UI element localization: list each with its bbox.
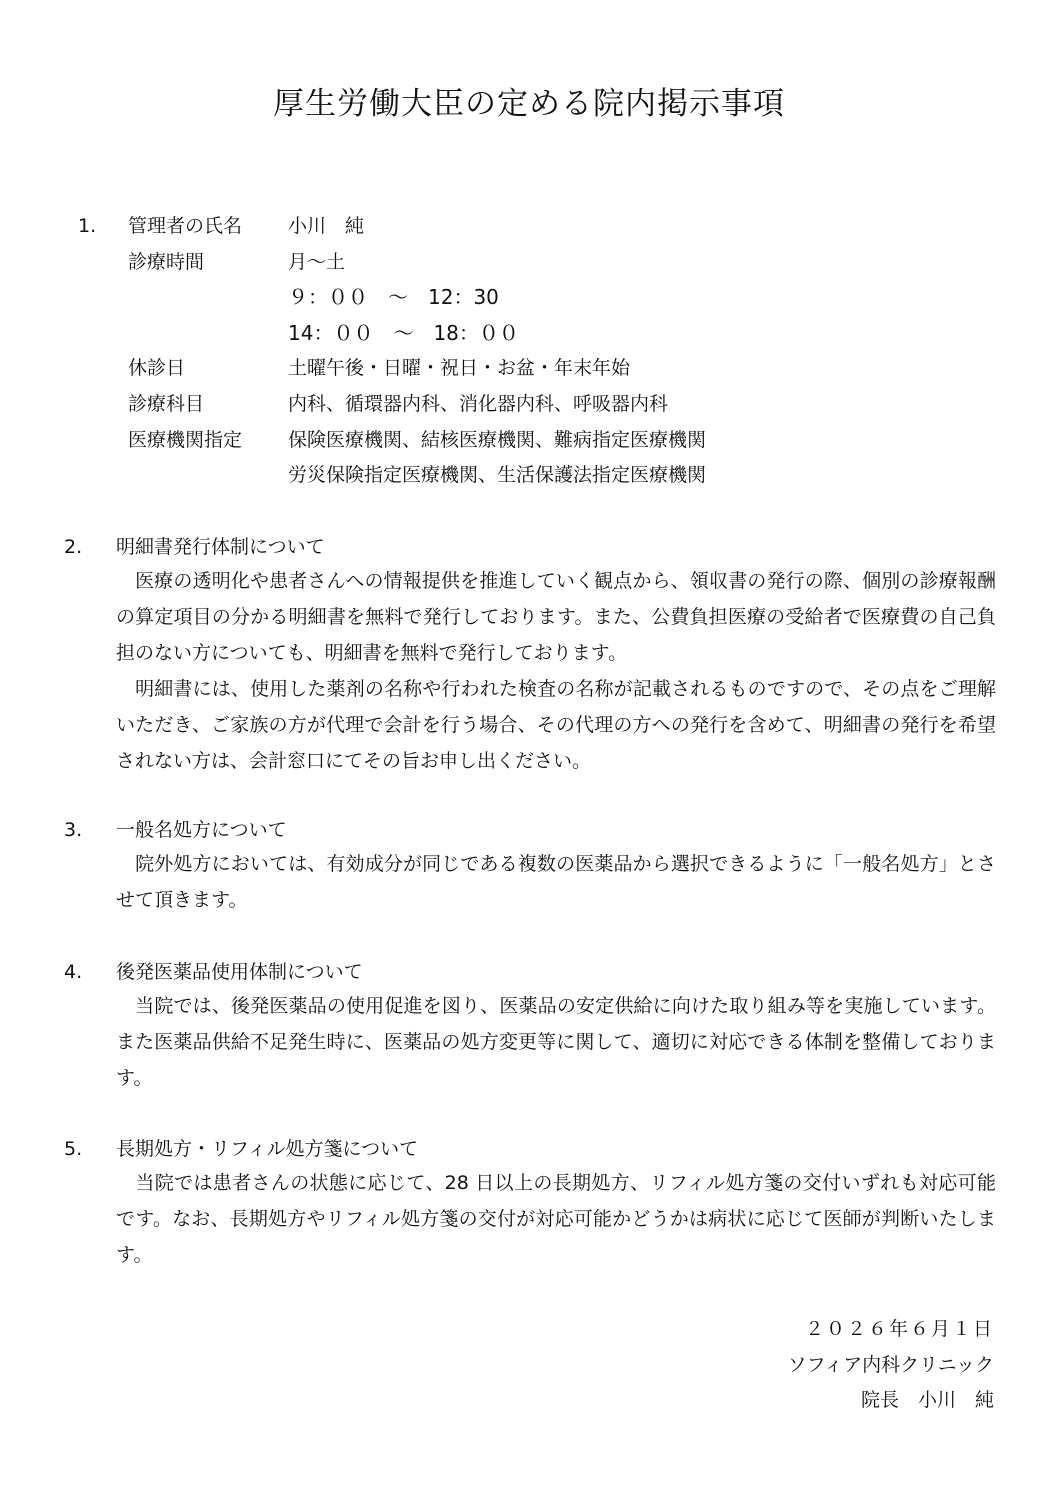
- row-closed-label: 休診日: [128, 357, 186, 379]
- section-3-heading: 一般名処方について: [116, 819, 287, 841]
- section-1-number: 1.: [78, 215, 97, 237]
- row-departments-label: 診療科目: [128, 393, 205, 415]
- row-hours-value: 月～土: [288, 251, 346, 273]
- row-designation-value: 保険医療機関、結核医療機関、難病指定医療機関: [288, 429, 707, 451]
- row-departments-value: 内科、循環器内科、消化器内科、呼吸器内科: [288, 393, 669, 415]
- row-designation-value-2: 労災保険指定医療機関、生活保護法指定医療機関: [288, 464, 707, 486]
- row-closed-value: 土曜午後・日曜・祝日・お盆・年末年始: [288, 357, 631, 379]
- section-3-number: 3.: [64, 819, 83, 841]
- section-2-number: 2.: [64, 536, 83, 558]
- clinic-name: ソフィア内科クリニック: [787, 1354, 994, 1376]
- row-hours-morning: ９：００ ～ 12：30: [288, 285, 499, 309]
- page-title: 厚生労働大臣の定める院内掲示事項: [273, 86, 785, 122]
- section-5-number: 5.: [64, 1138, 83, 1160]
- row-hours-afternoon: 14：００ ～ 18：００: [288, 321, 519, 345]
- section-5-paragraph: 当院では患者さんの状態に応じて、28 日以上の長期処方、リフィル処方箋の交付いずれも対応可能です。なお、長期処方やリフィル処方箋の交付が対応可能かどうかは病状に応じて医師が判断いたします。: [116, 1172, 996, 1266]
- row-manager-label: 管理者の氏名: [128, 215, 243, 237]
- section-5-heading: 長期処方・リフィル処方箋について: [116, 1138, 419, 1160]
- section-2-paragraph-1: 医療の透明化や患者さんへの情報提供を推進していく観点から、領収書の発行の際、個別の診療報酬の算定項目の分かる明細書を無料で発行しております。また、公費負担医療の受給者で医療費の自己負担のない方についても、明細書を無料で発行しております。: [116, 570, 996, 664]
- row-hours-label: 診療時間: [128, 251, 205, 273]
- section-4-heading: 後発医薬品使用体制について: [116, 961, 363, 983]
- director-name: 院長 小川 純: [860, 1389, 994, 1411]
- signature-date: ２０２６年６月１日: [804, 1318, 994, 1340]
- row-manager-value: 小川 純: [288, 215, 365, 237]
- row-designation-label: 医療機関指定: [128, 429, 243, 451]
- section-2-heading: 明細書発行体制について: [116, 536, 325, 558]
- section-4-paragraph: 当院では、後発医薬品の使用促進を図り、医薬品の安定供給に向けた取り組み等を実施しています。また医薬品供給不足発生時に、医薬品の処方変更等に関して、適切に対応できる体制を整備しております。: [116, 995, 996, 1089]
- section-3-paragraph: 院外処方においては、有効成分が同じである複数の医薬品から選択できるように「一般名処方」とさせて頂きます。: [116, 853, 996, 911]
- section-4-number: 4.: [64, 961, 83, 983]
- section-2-paragraph-2: 明細書には、使用した薬剤の名称や行われた検査の名称が記載されるものですので、その点をご理解いただき、ご家族の方が代理で会計を行う場合、その代理の方への発行を含めて、明細書の発行を希望されない方は、会計窓口にてその旨お申し出ください。: [116, 678, 996, 772]
